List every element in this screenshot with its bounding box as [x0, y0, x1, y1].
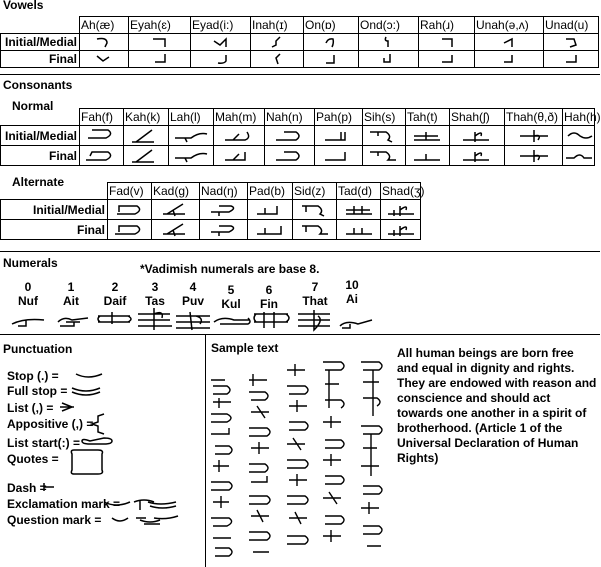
- consonant-glyph: [248, 200, 293, 220]
- numeral-name: Puv: [181, 294, 204, 308]
- numeral-name: Kul: [221, 297, 241, 311]
- vowel-glyph: [129, 51, 191, 68]
- punct-label-liststart: List start(:) =: [7, 436, 81, 450]
- consonant-glyph: [406, 146, 450, 166]
- consonant-header: Pad(b): [248, 183, 293, 200]
- consonant-header: Kad(g): [152, 183, 200, 200]
- row-label-final: Final: [1, 220, 108, 240]
- alternate-title: Alternate: [12, 175, 65, 189]
- numeral-name: Nuf: [18, 294, 38, 308]
- punct-label-dash: Dash =: [7, 481, 47, 495]
- consonant-glyph: [152, 200, 200, 220]
- consonant-header: Nah(n): [265, 109, 315, 126]
- vowel-glyph: [304, 51, 359, 68]
- vowel-glyph: [251, 51, 304, 68]
- numeral-name: Ait: [63, 294, 79, 308]
- consonant-header: Hah(h): [564, 110, 601, 124]
- numeral-name: That: [302, 294, 328, 308]
- consonant-glyph: [152, 220, 200, 240]
- row-label-final: Final: [1, 51, 80, 68]
- consonant-glyph: [124, 126, 169, 146]
- numerals-title: Numerals: [3, 256, 58, 270]
- consonant-header: Sih(s): [363, 109, 406, 126]
- row-label-final: Final: [1, 146, 80, 166]
- row-label-initial: Initial/Medial: [1, 34, 80, 51]
- consonant-glyph: [214, 126, 265, 146]
- consonant-glyph: [169, 146, 214, 166]
- question-glyph: [112, 516, 178, 524]
- consonant-header: Shah(ʃ): [450, 109, 505, 126]
- vowel-header: On(ɒ): [304, 17, 359, 34]
- stop-glyph: [76, 374, 102, 377]
- numeral-glyphs: [0, 306, 400, 332]
- fullstop-glyph: [72, 388, 100, 395]
- vowel-header: Ah(æ): [80, 17, 129, 34]
- quotes-glyph: [71, 450, 102, 474]
- numeral-digit: 2: [111, 280, 119, 294]
- vowel-glyph: [80, 34, 129, 51]
- numeral-glyph: [58, 318, 88, 326]
- consonant-header: Pah(p): [315, 109, 363, 126]
- consonant-glyph: [265, 126, 315, 146]
- punct-label-appositive: Appositive (,) =: [7, 417, 94, 431]
- vowel-glyph: [359, 34, 419, 51]
- vowel-header: Eyad(i:): [191, 17, 251, 34]
- consonant-header: Fad(v): [108, 183, 152, 200]
- numeral-digit: 7: [311, 280, 319, 294]
- consonant-header: Kah(k): [124, 109, 169, 126]
- row-label-initial: Initial/Medial: [1, 126, 80, 146]
- vowel-glyph: [544, 51, 599, 68]
- punct-label-stop: Stop (.) =: [7, 369, 59, 383]
- vowel-glyph: [359, 51, 419, 68]
- consonant-glyph: [248, 220, 293, 240]
- vowel-glyph: [80, 51, 129, 68]
- sample-translation: All human beings are born free and equal in dignity and rights. They are endowed with reason and conscience and should act towards one another in a spirit of brotherhood. (Article 1 of the Universal Declaration of Human Rights): [397, 346, 597, 465]
- consonant-glyph: [169, 126, 214, 146]
- consonant-glyph: [406, 126, 450, 146]
- numerals-note: *Vadimish numerals are base 8.: [140, 262, 320, 276]
- vowel-glyph: [304, 34, 359, 51]
- list-glyph: [60, 403, 74, 411]
- numeral-glyph: [176, 312, 210, 330]
- punct-label-quotes: Quotes =: [7, 452, 59, 466]
- vowel-header: Unah(ə,ʌ): [475, 17, 544, 34]
- numeral-digit: 4: [189, 280, 197, 294]
- consonant-header: Fah(f): [80, 109, 124, 126]
- numeral-digit: 0: [24, 280, 32, 294]
- consonant-header: Mah(m): [214, 109, 265, 126]
- punct-label-list: List (,) =: [7, 401, 54, 415]
- consonant-glyph: [381, 200, 421, 220]
- consonant-glyph: [293, 220, 337, 240]
- vowel-header: Inah(ɪ): [251, 17, 304, 34]
- consonant-glyph: [124, 146, 169, 166]
- appositive-glyph: [92, 414, 104, 434]
- divider: [0, 251, 600, 252]
- consonant-glyph: [108, 220, 152, 240]
- consonant-glyph: [337, 200, 381, 220]
- vowels-title: Vowels: [3, 0, 44, 12]
- dash-glyph: [44, 483, 54, 491]
- liststart-glyph: [82, 438, 112, 444]
- sample-script: [205, 356, 395, 566]
- numeral-glyph: [340, 320, 372, 328]
- numeral-glyph: [254, 312, 289, 328]
- alternate-consonants-table: [0, 182, 425, 240]
- vowel-header: Ond(ɔ:): [359, 17, 419, 34]
- vowel-glyph: [419, 51, 475, 68]
- numeral-name: Daif: [103, 294, 127, 308]
- punct-label-exclaim: Exclamation mark =: [7, 497, 121, 511]
- vowel-glyph: [475, 34, 544, 51]
- punctuation-glyphs: [0, 360, 205, 535]
- consonant-glyph: [293, 200, 337, 220]
- numeral-digit: 1: [67, 280, 75, 294]
- exclaim-glyph: [104, 500, 176, 510]
- consonant-glyph: [315, 126, 363, 146]
- consonant-glyph: [200, 220, 248, 240]
- punct-label-question: Question mark =: [7, 513, 102, 527]
- punct-label-fullstop: Full stop =: [7, 384, 68, 398]
- consonant-glyph: [315, 146, 363, 166]
- consonant-header: Tad(d): [337, 183, 381, 200]
- consonants-title: Consonants: [3, 78, 73, 92]
- vowel-glyph: [251, 34, 304, 51]
- consonant-glyph: [200, 200, 248, 220]
- consonant-header: Lah(l): [169, 109, 214, 126]
- normal-title: Normal: [12, 99, 54, 113]
- vowel-glyph: [475, 51, 544, 68]
- consonant-glyph: [214, 146, 265, 166]
- numeral-name: Tas: [145, 294, 165, 308]
- numeral-digit: 3: [151, 280, 159, 294]
- vowel-header: Rah(ɹ): [419, 17, 475, 34]
- vowels-table: [0, 16, 599, 68]
- consonant-glyph: [363, 146, 406, 166]
- vowel-glyph: [191, 34, 251, 51]
- normal-consonants-table: [0, 108, 601, 166]
- numeral-glyph: [138, 308, 172, 330]
- consonant-header: Tah(t): [406, 109, 450, 126]
- consonant-glyph: [108, 200, 152, 220]
- consonant-header: Nad(ŋ): [200, 183, 248, 200]
- consonant-header: Sid(z): [293, 183, 337, 200]
- vowel-glyph: [191, 51, 251, 68]
- consonant-glyph: [80, 126, 124, 146]
- numeral-digit: 5: [227, 283, 235, 297]
- consonant-glyph: [563, 146, 595, 166]
- consonant-glyph: [505, 126, 563, 146]
- punctuation-title: Punctuation: [3, 342, 73, 356]
- vowel-header: Unad(u): [544, 17, 599, 34]
- numeral-name: Fin: [260, 297, 278, 311]
- consonant-glyph: [381, 220, 421, 240]
- numeral-glyph: [298, 310, 330, 330]
- divider: [0, 334, 600, 335]
- numeral-digit: 6: [265, 283, 273, 297]
- numeral-glyph: [12, 320, 44, 327]
- consonant-header: Shad(ʒ): [382, 184, 425, 198]
- consonant-glyph: [563, 126, 595, 146]
- consonant-glyph: [450, 126, 505, 146]
- consonant-glyph: [80, 146, 124, 166]
- consonant-header: Thah(θ,ð): [505, 109, 563, 126]
- sample-title: Sample text: [211, 341, 279, 355]
- consonant-glyph: [363, 126, 406, 146]
- numeral-name: Ai: [346, 292, 358, 306]
- vowel-glyph: [544, 34, 599, 51]
- divider: [0, 74, 600, 75]
- vowel-glyph: [419, 34, 475, 51]
- numeral-glyph: [98, 312, 131, 324]
- vowel-header: Eyah(ɛ): [129, 17, 191, 34]
- consonant-glyph: [265, 146, 315, 166]
- numeral-glyph: [214, 318, 250, 324]
- row-label-initial: Initial/Medial: [1, 200, 108, 220]
- vowel-glyph: [129, 34, 191, 51]
- consonant-glyph: [337, 220, 381, 240]
- consonant-glyph: [505, 146, 563, 166]
- numeral-digit: 10: [345, 278, 359, 292]
- consonant-glyph: [450, 146, 505, 166]
